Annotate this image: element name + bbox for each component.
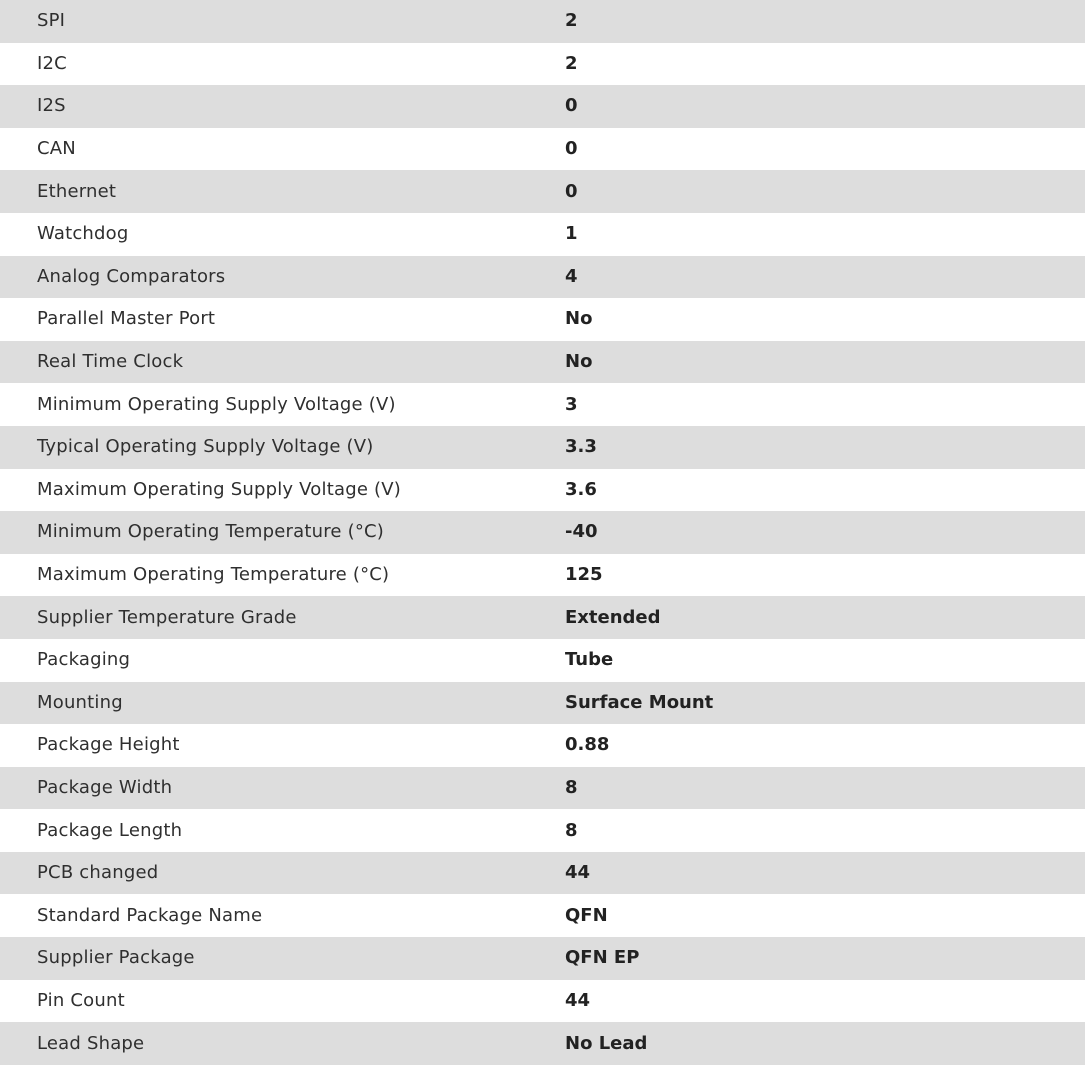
spec-label: I2C <box>37 52 67 74</box>
spec-row-package-length <box>0 809 1085 852</box>
spec-row-i2s <box>0 85 1085 128</box>
spec-row-can <box>0 128 1085 171</box>
spec-value: 8 <box>565 776 578 798</box>
spec-value: 4 <box>565 265 578 287</box>
spec-row-parallel-master-port <box>0 298 1085 341</box>
spec-row-pin-count <box>0 980 1085 1023</box>
spec-label: Mounting <box>37 691 123 713</box>
spec-row-watchdog <box>0 213 1085 256</box>
spec-row-max-supply-voltage <box>0 469 1085 512</box>
spec-value: No <box>565 351 593 373</box>
spec-value: 8 <box>565 819 578 841</box>
spec-value: No <box>565 308 593 330</box>
spec-label: Real Time Clock <box>37 351 184 373</box>
spec-row-max-operating-temp <box>0 554 1085 597</box>
spec-row-min-supply-voltage <box>0 383 1085 426</box>
spec-value: 2 <box>565 52 578 74</box>
spec-row-typ-supply-voltage <box>0 426 1085 469</box>
spec-label: Ethernet <box>37 180 117 202</box>
spec-value: 3 <box>565 393 578 415</box>
spec-value: 1 <box>565 223 578 245</box>
spec-value: 2 <box>565 10 578 32</box>
spec-value: 44 <box>565 862 591 884</box>
spec-value: QFN <box>565 904 608 926</box>
spec-label: Lead Shape <box>37 1032 145 1054</box>
spec-value: 0 <box>565 138 578 160</box>
spec-row-temperature-grade <box>0 596 1085 639</box>
spec-label: Parallel Master Port <box>37 308 216 330</box>
spec-value: QFN EP <box>565 947 640 969</box>
spec-label: CAN <box>37 138 76 160</box>
spec-row-package-width <box>0 767 1085 810</box>
spec-value: Tube <box>565 649 614 671</box>
spec-value: -40 <box>565 521 598 543</box>
spec-value: 44 <box>565 989 591 1011</box>
spec-row-package-height <box>0 724 1085 767</box>
spec-row-ethernet <box>0 170 1085 213</box>
spec-row-supplier-package <box>0 937 1085 980</box>
spec-row-spi <box>0 0 1085 43</box>
spec-label: Package Length <box>37 819 183 841</box>
spec-value: No Lead <box>565 1032 648 1054</box>
spec-label: Pin Count <box>37 989 125 1011</box>
spec-row-i2c <box>0 43 1085 86</box>
spec-label: I2S <box>37 95 66 117</box>
spec-label: Standard Package Name <box>37 904 263 926</box>
spec-label: PCB changed <box>37 862 159 884</box>
spec-label: Supplier Package <box>37 947 195 969</box>
spec-label: SPI <box>37 10 66 32</box>
spec-label: Analog Comparators <box>37 265 226 287</box>
spec-label: Maximum Operating Temperature (°C) <box>37 564 390 586</box>
spec-label: Package Height <box>37 734 180 756</box>
spec-row-real-time-clock <box>0 341 1085 384</box>
spec-label: Maximum Operating Supply Voltage (V) <box>37 478 401 500</box>
spec-row-pcb-changed <box>0 852 1085 895</box>
spec-value: 3.6 <box>565 478 597 500</box>
spec-row-standard-package-name <box>0 894 1085 937</box>
spec-value: 0 <box>565 95 578 117</box>
spec-label: Minimum Operating Temperature (°C) <box>37 521 385 543</box>
spec-row-analog-comparators <box>0 256 1085 299</box>
spec-label: Minimum Operating Supply Voltage (V) <box>37 393 396 415</box>
spec-value: Extended <box>565 606 661 628</box>
spec-row-lead-shape <box>0 1022 1085 1065</box>
spec-label: Packaging <box>37 649 131 671</box>
spec-value: 0.88 <box>565 734 610 756</box>
spec-value: 0 <box>565 180 578 202</box>
spec-label: Typical Operating Supply Voltage (V) <box>37 436 374 458</box>
spec-label: Package Width <box>37 776 173 798</box>
spec-row-packaging <box>0 639 1085 682</box>
spec-label: Watchdog <box>37 223 129 245</box>
spec-value: 125 <box>565 564 603 586</box>
spec-row-mounting <box>0 682 1085 725</box>
spec-label: Supplier Temperature Grade <box>37 606 297 628</box>
spec-value: Surface Mount <box>565 691 714 713</box>
spec-row-min-operating-temp <box>0 511 1085 554</box>
spec-value: 3.3 <box>565 436 597 458</box>
